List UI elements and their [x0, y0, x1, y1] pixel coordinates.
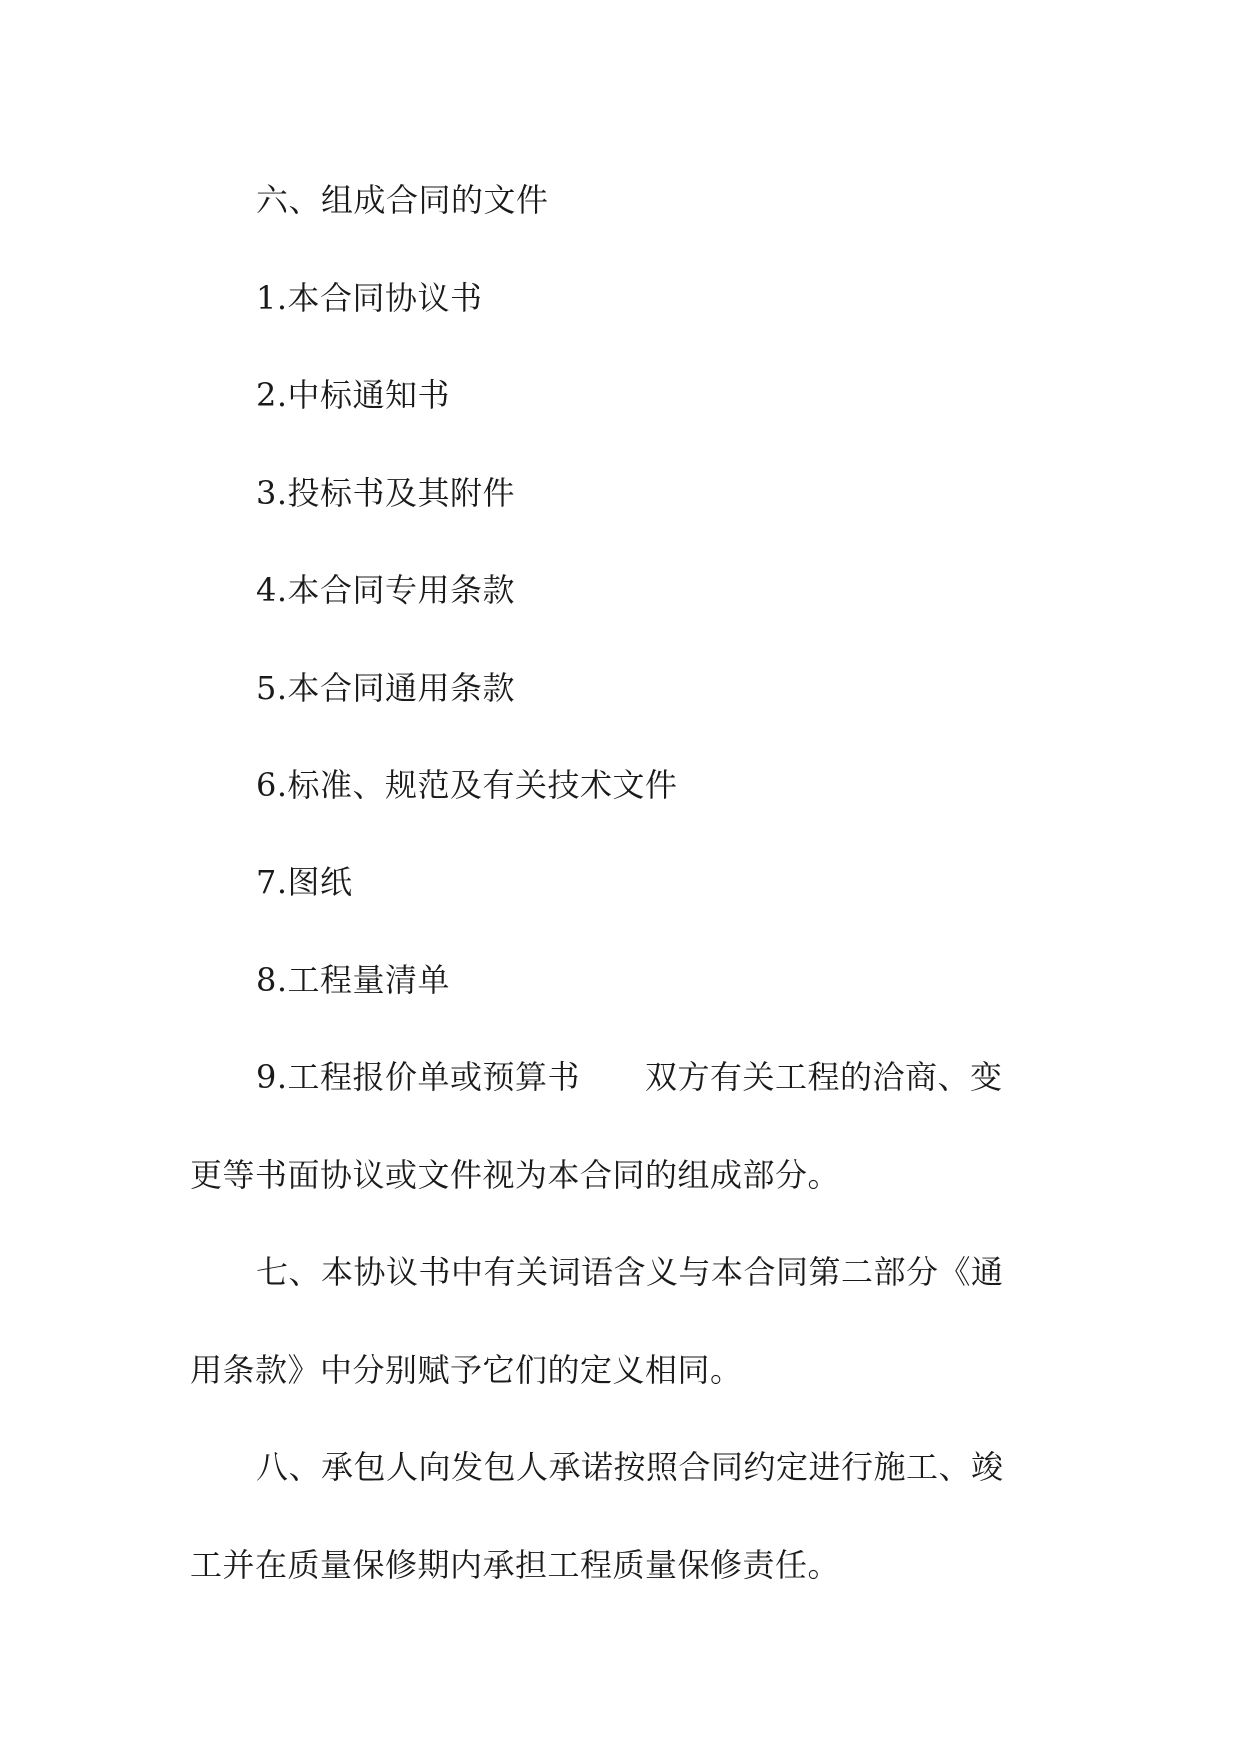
- section-8-line-2: 工并在质量保修期内承担工程质量保修责任。: [190, 1546, 841, 1584]
- list-item-1: 1.本合同协议书: [256, 279, 483, 317]
- list-item-9: 9.工程报价单或预算书 双方有关工程的洽商、变: [256, 1058, 1003, 1096]
- list-item-2: 2.中标通知书: [256, 376, 451, 414]
- list-item-6: 6.标准、规范及有关技术文件: [256, 766, 678, 804]
- list-item-7: 7.图纸: [256, 863, 353, 901]
- list-item-8: 8.工程量清单: [256, 961, 451, 999]
- section-heading-6: 六、组成合同的文件: [256, 181, 549, 219]
- list-item-5: 5.本合同通用条款: [256, 669, 516, 707]
- list-item-3: 3.投标书及其附件: [256, 474, 516, 512]
- section-7-line-1: 七、本协议书中有关词语含义与本合同第二部分《通: [256, 1253, 1004, 1291]
- section-7-line-2: 用条款》中分别赋予它们的定义相同。: [190, 1351, 743, 1389]
- section-8-line-1: 八、承包人向发包人承诺按照合同约定进行施工、竣: [256, 1448, 1004, 1486]
- paragraph-continuation: 更等书面协议或文件视为本合同的组成部分。: [190, 1156, 841, 1194]
- list-item-4: 4.本合同专用条款: [256, 571, 516, 609]
